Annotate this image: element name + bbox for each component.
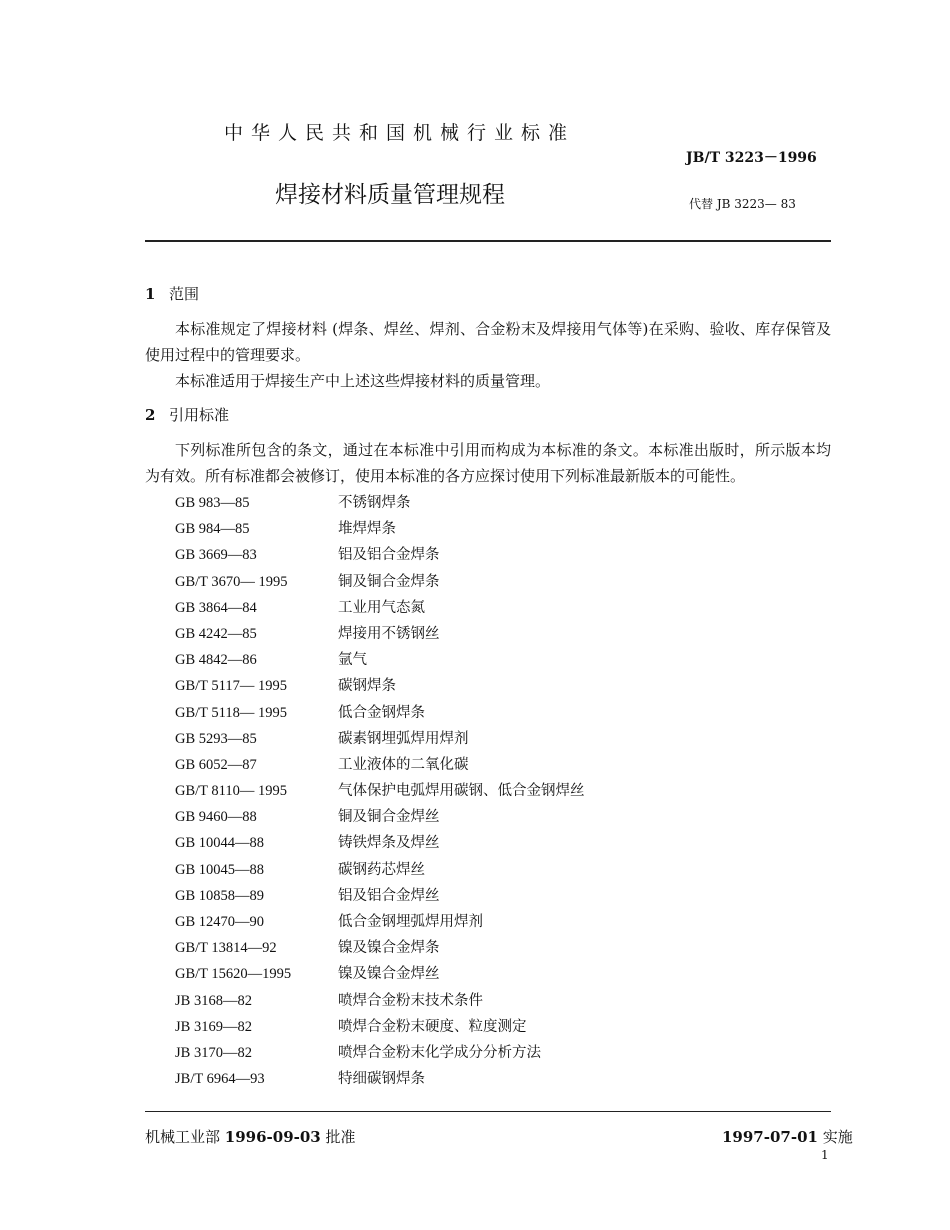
reference-name: 喷焊合金粉末硬度、粒度测定 bbox=[338, 1018, 527, 1035]
effective-label: 实施 bbox=[822, 1128, 853, 1146]
reference-name: 碳钢焊条 bbox=[338, 678, 396, 695]
section-1-title: 范围 bbox=[169, 285, 200, 303]
document-title: 焊接材料质量管理规程 bbox=[275, 182, 505, 208]
approval-label: 批准 bbox=[325, 1128, 356, 1146]
standard-number: JB/T 3223－1996 bbox=[686, 150, 817, 166]
scope-paragraph-1: 本标准规定了焊接材料 (焊条、焊丝、焊剂、合金粉末及焊接用气体等)在采购、验收、库存保管及使用过程中的管理要求。 bbox=[145, 320, 831, 364]
reference-code: GB 10044—88 bbox=[175, 835, 265, 852]
reference-item bbox=[175, 961, 735, 987]
reference-item bbox=[175, 1066, 735, 1092]
reference-name: 铝及铝合金焊条 bbox=[338, 547, 440, 564]
reference-code: GB 4842—86 bbox=[175, 652, 257, 669]
reference-name: 铸铁焊条及焊丝 bbox=[338, 835, 440, 852]
reference-name: 特细碳钢焊条 bbox=[338, 1071, 425, 1088]
reference-code: GB/T 8110— 1995 bbox=[175, 783, 287, 800]
section-1-number: 1 bbox=[145, 285, 156, 303]
reference-code: GB 3669—83 bbox=[175, 547, 257, 564]
section-1-heading bbox=[145, 283, 199, 304]
reference-name: 焊接用不锈钢丝 bbox=[338, 625, 440, 642]
reference-item bbox=[175, 752, 735, 778]
reference-code: GB 10045—88 bbox=[175, 861, 265, 878]
reference-code: GB 9460—88 bbox=[175, 809, 257, 826]
reference-item bbox=[175, 595, 735, 621]
reference-item bbox=[175, 700, 735, 726]
reference-item bbox=[175, 726, 735, 752]
reference-code: GB/T 3670— 1995 bbox=[175, 573, 288, 590]
reference-name: 喷焊合金粉末技术条件 bbox=[338, 992, 483, 1009]
reference-item bbox=[175, 804, 735, 830]
replaces-standard: 代替 JB 3223— 83 bbox=[689, 197, 796, 211]
reference-code: GB/T 13814—92 bbox=[175, 940, 277, 957]
reference-item bbox=[175, 621, 735, 647]
references-intro: 下列标准所包含的条文，通过在本标准中引用而构成为本标准的条文。本标准出版时，所示版本均为有效。所有标准都会被修订，使用本标准的各方应探讨使用下列标准最新版本的可能性。 bbox=[145, 441, 831, 485]
reference-code: GB 5293—85 bbox=[175, 730, 257, 747]
approval-date: 1996-09-03 bbox=[224, 1128, 321, 1146]
issuing-organization: 中华人民共和国机械行业标准 bbox=[224, 122, 576, 144]
reference-code: GB 3864—84 bbox=[175, 599, 257, 616]
reference-name: 喷焊合金粉末化学成分分析方法 bbox=[338, 1044, 541, 1061]
reference-name: 低合金钢焊条 bbox=[338, 704, 425, 721]
reference-item bbox=[175, 1014, 735, 1040]
reference-code: GB 984—85 bbox=[175, 521, 250, 538]
reference-name: 铝及铝合金焊丝 bbox=[338, 887, 440, 904]
section-2-number: 2 bbox=[145, 406, 156, 424]
section-2-title: 引用标准 bbox=[169, 406, 230, 424]
reference-item bbox=[175, 883, 735, 909]
reference-name: 低合金钢埋弧焊用焊剂 bbox=[338, 914, 483, 930]
reference-code: GB/T 15620—1995 bbox=[175, 966, 292, 983]
reference-code: JB/T 6964—93 bbox=[175, 1071, 265, 1088]
reference-name: 氩气 bbox=[338, 652, 367, 669]
reference-code: GB 12470—90 bbox=[175, 914, 265, 930]
reference-name: 碳钢药芯焊丝 bbox=[338, 861, 425, 878]
footer-divider bbox=[145, 1111, 831, 1112]
reference-name: 堆焊焊条 bbox=[338, 521, 396, 538]
reference-code: GB 983—85 bbox=[175, 495, 250, 511]
reference-name: 工业用气态氮 bbox=[338, 599, 425, 616]
reference-item bbox=[175, 542, 735, 568]
page-number: 1 bbox=[821, 1148, 829, 1162]
reference-name: 镍及镍合金焊丝 bbox=[338, 966, 440, 983]
reference-code: GB 4242—85 bbox=[175, 625, 257, 642]
reference-code: JB 3168—82 bbox=[175, 992, 252, 1009]
reference-name: 镍及镍合金焊条 bbox=[338, 940, 440, 957]
header-divider bbox=[145, 240, 831, 242]
reference-name: 不锈钢焊条 bbox=[338, 495, 411, 511]
reference-item bbox=[175, 569, 735, 595]
reference-item bbox=[175, 909, 735, 935]
reference-item bbox=[175, 490, 735, 516]
reference-name: 铜及铜合金焊条 bbox=[338, 573, 440, 590]
reference-name: 气体保护电弧焊用碳钢、低合金钢焊丝 bbox=[338, 783, 585, 800]
reference-item bbox=[175, 1040, 735, 1066]
reference-item bbox=[175, 516, 735, 542]
reference-name: 铜及铜合金焊丝 bbox=[338, 809, 440, 826]
reference-item bbox=[175, 673, 735, 699]
reference-code: GB 10858—89 bbox=[175, 887, 265, 904]
reference-code: GB 6052—87 bbox=[175, 756, 257, 773]
reference-code: GB/T 5118— 1995 bbox=[175, 704, 287, 721]
reference-code: JB 3169—82 bbox=[175, 1018, 252, 1035]
reference-item bbox=[175, 830, 735, 856]
reference-name: 工业液体的二氧化碳 bbox=[338, 756, 469, 773]
effective-date: 1997-07-01 bbox=[722, 1128, 818, 1146]
reference-item bbox=[175, 647, 735, 673]
section-2-heading bbox=[145, 404, 229, 425]
reference-code: GB/T 5117— 1995 bbox=[175, 678, 287, 695]
reference-item bbox=[175, 935, 735, 961]
reference-item bbox=[175, 778, 735, 804]
effective-line bbox=[722, 1126, 853, 1147]
reference-code: JB 3170—82 bbox=[175, 1044, 252, 1061]
reference-item bbox=[175, 988, 735, 1014]
approver: 机械工业部 bbox=[145, 1128, 221, 1146]
reference-name: 碳素钢埋弧焊用焊剂 bbox=[338, 730, 469, 747]
scope-paragraph-2: 本标准适用于焊接生产中上述这些焊接材料的质量管理。 bbox=[175, 372, 551, 390]
reference-list bbox=[175, 490, 735, 1092]
approval-line bbox=[145, 1126, 356, 1147]
reference-item bbox=[175, 857, 735, 883]
